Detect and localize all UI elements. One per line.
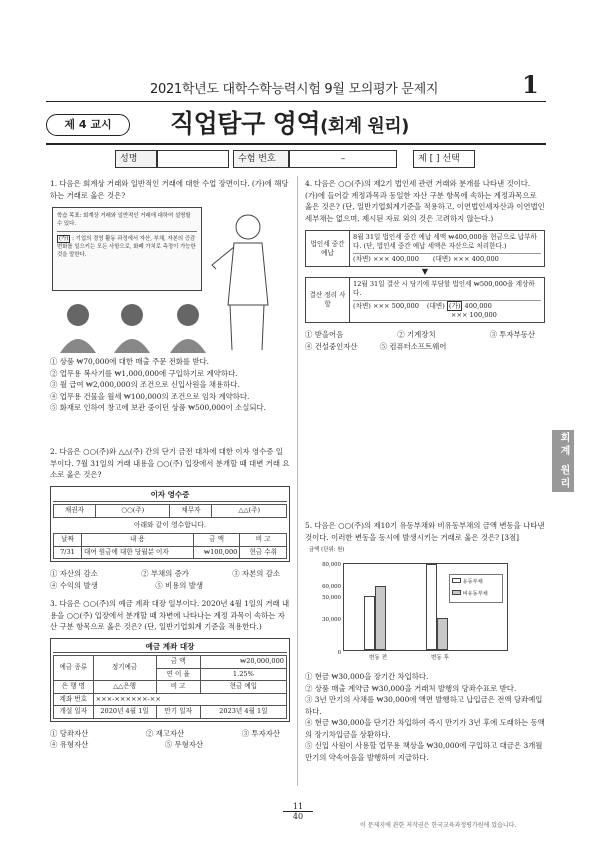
r2-credit-prefix: (대변) xyxy=(426,302,445,310)
q4-stem: 4. 다음은 ○○(주)의 제2기 법인세 관련 거래와 분개를 나타낸 것이다. (가)에 들어갈 계정과목과 동일한 자산 구분 항목에 속하는 계정과목으로 옳은 것은? (단, 일반기업회계기준을 적용하고, 이연법인세자산과 이연법인세부채는 없으며, 제시된 자료 외의 것은 고려하지 않는다.) xyxy=(305,179,545,223)
q5-option-2[interactable]: ② 상품 매출 계약금 ₩30,000을 거래처 발행의 당좌수표로 받다. xyxy=(305,683,517,693)
bar-current-after xyxy=(426,564,437,650)
page-number-large: 1 xyxy=(522,70,539,99)
q1-option-5[interactable]: ⑤ 화재로 인하여 창고에 보관 중이던 상품 ₩500,000이 소실되다. xyxy=(50,403,267,412)
subject-title xyxy=(170,104,409,140)
info-bar xyxy=(115,150,545,168)
students-figure xyxy=(50,301,220,353)
question-3 xyxy=(50,598,290,751)
question-4 xyxy=(305,178,545,352)
q4-row-2 xyxy=(305,277,545,323)
q4-row-1 xyxy=(305,230,545,267)
q3-option-3[interactable]: ③ 투자자산 xyxy=(241,728,280,738)
x-tick-after: 변동 후 xyxy=(431,655,449,661)
period-badge: 제 4 교시 xyxy=(46,114,130,136)
row-amount: ₩100,000 xyxy=(193,546,240,559)
bar-noncurrent-before xyxy=(375,586,386,651)
note-value: 현금 예입 xyxy=(200,681,286,694)
row-desc: 대여 원금에 대한 당월분 이자 xyxy=(81,546,193,559)
bank-value: △△은행 xyxy=(93,681,156,694)
y-tick-label: 0 xyxy=(337,650,341,656)
kind-value: 정기예금 xyxy=(93,656,156,681)
exam-no-label: 수험 번호 xyxy=(233,150,289,168)
table-row xyxy=(54,546,287,559)
board-definition-text: : 기업의 경영 활동 과정에서 자산, 부채, 자본의 증감 변화를 일으키는 모든 사항으로, 화폐 가치로 측정이 가능한 것을 말한다. xyxy=(57,236,196,258)
creditor-value: ○○(주) xyxy=(95,505,170,518)
q1-whiteboard xyxy=(52,207,202,291)
q3-option-2[interactable]: ② 재고자산 xyxy=(145,728,185,738)
q4-journal xyxy=(305,230,545,323)
amount-label: 금 액 xyxy=(156,656,200,669)
acct-label: 계좌 번호 xyxy=(54,693,94,706)
legend-noncurrent: 비유동부채 xyxy=(462,590,488,597)
open-label: 개설 일자 xyxy=(54,706,94,719)
receipt-title: 이자 영수증 xyxy=(53,489,287,503)
q2-option-3[interactable]: ③ 자본의 감소 xyxy=(232,569,280,578)
r1-label: 법인세 중간 예납 xyxy=(306,231,350,266)
q3-option-4[interactable]: ④ 유형자산 xyxy=(50,740,89,749)
q4-option-5[interactable]: ⑤ 컴퓨터소프트웨어 xyxy=(379,341,447,351)
subject-sub: (회계 원리) xyxy=(320,116,409,137)
board-objective: 학습 목표: 회계상 거래와 일반적인 거래에 대하여 설명할 수 있다. xyxy=(57,213,191,227)
q5-stem: 5. 다음은 ○○(주)의 제10기 유동부채와 비유동부채의 금액 변동을 나타낸 것이다. 이러한 변동을 동시에 발생시키는 거래로 옳은 것은? [3점] xyxy=(305,521,545,542)
col-date: 날짜 xyxy=(54,534,82,547)
col-amount: 금 액 xyxy=(193,534,240,547)
open-value: 2020년 4월 1일 xyxy=(93,706,156,719)
ledger-title: 예금 계좌 대장 xyxy=(53,641,287,654)
q2-stem: 2. 다음은 ○○(주)와 △△(주) 간의 단기 금전 대차에 대한 이자 영수증 일부이다. 7월 31일의 거래 내용을 ○○(주) 입장에서 분개할 때 대변 거래 요소로 옳은 것은? xyxy=(50,447,290,479)
q3-option-5[interactable]: ⑤ 무형자산 xyxy=(164,740,203,749)
q2-option-5[interactable]: ⑤ 비용의 발생 xyxy=(155,580,203,590)
col-desc: 내 용 xyxy=(81,534,193,547)
q2-option-2[interactable]: ② 부채의 증가 xyxy=(141,569,189,578)
page-counter xyxy=(283,802,313,821)
q2-option-4[interactable]: ④ 수익의 발생 xyxy=(50,580,98,590)
name-field[interactable] xyxy=(157,150,229,168)
amount-value: ₩20,000,000 xyxy=(200,656,286,669)
r2-debit: (차변) ××× 500,000 xyxy=(353,302,419,310)
chart-legend xyxy=(449,574,503,603)
question-2 xyxy=(50,446,290,591)
q5-option-4[interactable]: ④ 현금 ₩30,000을 단기간 차입하여 즉시 만기가 3년 후에 도래하는 동액의 장기차입금을 상환하다. xyxy=(305,718,545,739)
due-value: 2023년 4월 1일 xyxy=(200,706,286,719)
q1-illustration xyxy=(50,205,290,353)
subject-main: 직업탐구 영역 xyxy=(170,109,321,138)
legend-swatch-current xyxy=(452,578,461,583)
kind-label: 예금 종류 xyxy=(54,656,94,681)
q4-option-4[interactable]: ④ 건설중인자산 xyxy=(305,341,358,351)
name-label: 성명 xyxy=(115,150,157,168)
board-tag: (가) xyxy=(59,236,69,242)
y-tick-label: 80,000 xyxy=(322,562,341,568)
exam-no-field[interactable] xyxy=(289,150,397,168)
q5-chart xyxy=(309,547,514,665)
select-bracket: [ ] xyxy=(429,154,440,164)
down-arrow-icon: ▼ xyxy=(421,267,429,276)
q4-option-2[interactable]: ② 기계장치 xyxy=(397,330,436,339)
chart-plot-area xyxy=(343,563,508,651)
subject-side-tab: 회계 원리 xyxy=(552,430,574,492)
select-prefix: 제 xyxy=(418,154,427,164)
bank-label: 은 행 명 xyxy=(54,681,94,694)
q5-option-5[interactable]: ⑤ 신입 사원이 사용할 업무용 책상을 ₩30,000에 구입하고 대금은 3개월 만기의 약속어음을 발행하여 지급하다. xyxy=(305,741,543,762)
select-suffix: 선택 xyxy=(442,154,460,164)
r2-text: 12월 31일 결산 시 당기에 부담할 법인세 ₩500,000을 계상하다. xyxy=(353,280,535,297)
creditor-label: 채권자 xyxy=(54,505,96,518)
q4-option-1[interactable]: ① 받을어음 xyxy=(305,330,344,339)
elective-select[interactable] xyxy=(413,150,475,168)
q1-option-1[interactable]: ① 상품 ₩70,000에 대한 매출 주문 전화를 받다. xyxy=(50,357,209,366)
legend-current: 유동부채 xyxy=(462,579,483,585)
rate-value: 1.25% xyxy=(200,668,286,681)
due-label: 만기 일자 xyxy=(156,706,200,719)
receipt-table xyxy=(53,533,287,559)
header-rule xyxy=(46,101,546,102)
r1-debit: (차변) ××× 400,000 xyxy=(353,255,419,263)
bar-noncurrent-after xyxy=(437,618,448,650)
col-note: 비 고 xyxy=(240,534,287,547)
y-tick-label: 60,000 xyxy=(322,584,341,590)
q4-option-3[interactable]: ③ 투자부동산 xyxy=(489,330,535,339)
q2-receipt xyxy=(50,486,290,563)
q5-option-1[interactable]: ① 현금 ₩30,000을 장기간 차입하다. xyxy=(305,672,429,681)
q3-stem: 3. 다음은 ○○(주)의 예금 계좌 대장 일부이다. 2020년 4월 1일의 거래 내용을 ○○(주) 입장에서 분개할 때 차변에 나타나는 계정 과목이 속하는 자산 구분 항목으로 옳은 것은? (단, 일반기업회계 기준을 적용한다.) xyxy=(50,599,290,631)
q5-option-3[interactable]: ③ 3년 만기의 사채를 ₩30,000에 액면 발행하고 납입금은 전액 당좌예입하다. xyxy=(305,695,543,716)
legend-swatch-noncurrent xyxy=(452,590,461,595)
row-date: 7/31 xyxy=(54,546,82,559)
debtor-value: △△(주) xyxy=(212,505,287,518)
rate-label: 연 이 율 xyxy=(156,668,200,681)
q3-option-1[interactable]: ① 당좌자산 xyxy=(50,728,89,738)
subject-rule xyxy=(46,143,546,145)
row-note: 현금 수취 xyxy=(240,546,287,559)
r1-credit: (대변) ××× 400,000 xyxy=(432,255,499,263)
page-total: 40 xyxy=(292,812,304,821)
r2-credit-amount: 400,000 xyxy=(464,302,492,310)
q3-ledger xyxy=(50,638,290,722)
column-divider xyxy=(297,176,298,786)
ledger-table xyxy=(53,655,287,719)
copyright-note: 이 문제지에 관한 저작권은 한국교육과정평가원에 있습니다. xyxy=(360,822,517,829)
q1-stem: 1. 다음은 회계상 거래와 일반적인 거래에 대한 수업 장면이다. (가)에 해당하는 거래로 옳은 것은? xyxy=(50,179,289,200)
acct-value: ×××-××××××-×× xyxy=(93,693,286,706)
exam-no-dash: – xyxy=(340,154,346,164)
r2-label: 결산 정리 사항 xyxy=(306,278,350,322)
board-definition xyxy=(57,235,197,259)
receipt-parties xyxy=(53,504,287,518)
q1-option-4[interactable]: ④ 업무용 건물을 월세 ₩100,000의 조건으로 임차 계약하다. xyxy=(50,391,250,401)
y-tick-label: 50,000 xyxy=(322,595,341,601)
page-current: 11 xyxy=(283,802,313,812)
exam-title: 2021학년도 대학수학능력시험 9월 모의평가 문제지 xyxy=(150,82,439,97)
r2-credit-tag: (가) xyxy=(448,302,461,310)
q1-option-3[interactable]: ③ 월 급여 ₩2,000,000의 조건으로 신입사원을 채용하다. xyxy=(50,380,240,389)
r1-text: 8월 31일 법인세 중간 예납 세액 ₩400,000을 현금으로 납부하다. (단, 법인세 중간 예납 세액은 자산으로 처리한다.) xyxy=(353,233,537,250)
x-tick-before: 변동 전 xyxy=(369,655,387,661)
q1-option-2[interactable]: ② 업무용 복사기를 ₩1,000,000에 구입하기로 계약하다. xyxy=(50,368,238,378)
q2-option-1[interactable]: ① 자산의 감소 xyxy=(50,569,98,578)
debtor-label: 채무자 xyxy=(170,505,212,518)
chart-ylabel: 금액 (단위: 원) xyxy=(309,547,345,553)
question-1 xyxy=(50,178,290,414)
question-5 xyxy=(305,520,545,763)
bar-current-before xyxy=(364,596,375,650)
r2-credit-2: ××× 100,000 xyxy=(450,311,497,319)
receipt-received-line: 아래와 같이 영수합니다. xyxy=(133,520,207,529)
y-tick-label: 30,000 xyxy=(322,617,341,623)
note-label: 비 고 xyxy=(156,681,200,694)
